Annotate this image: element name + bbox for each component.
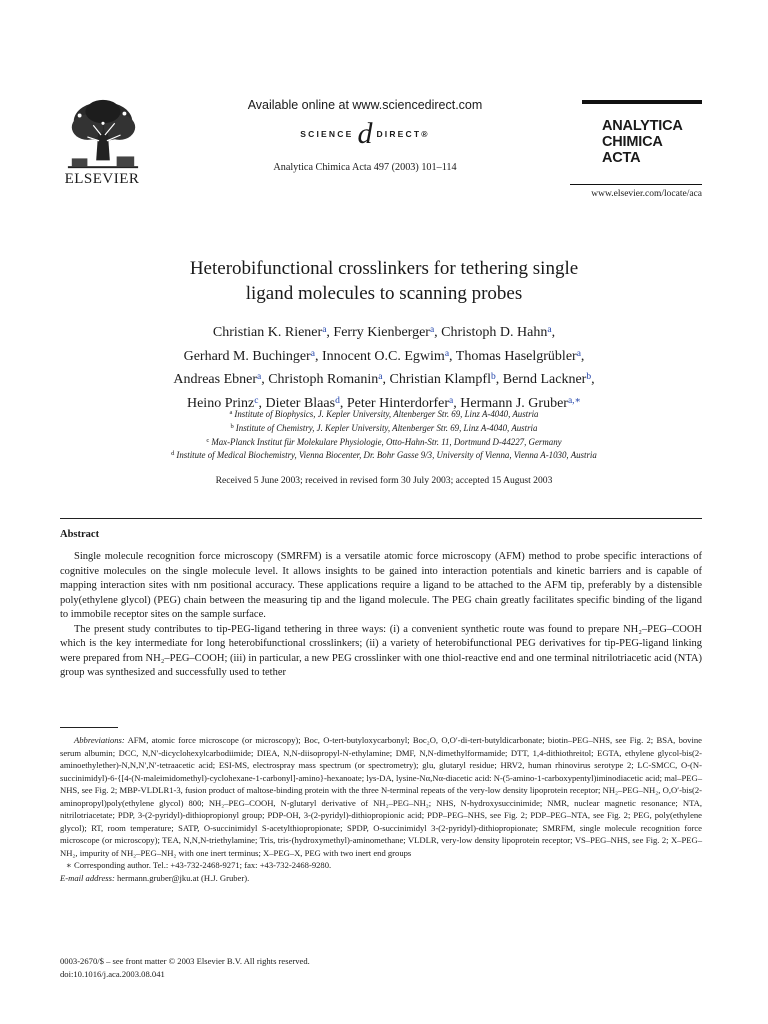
- author-name[interactable]: Andreas Ebner: [173, 372, 257, 387]
- author-name[interactable]: Dieter Blaas: [265, 395, 336, 411]
- affiliation-marker: b: [230, 422, 234, 430]
- author-name[interactable]: Peter Hinterdorfer: [346, 395, 450, 411]
- affiliation-line: [40, 448, 728, 462]
- author-affiliation-marker[interactable]: c: [254, 395, 259, 406]
- abbreviations-text: AFM, atomic force microscope (or microscopy); Boc, O-tert-butyloxycarbonyl; Boc₂O, O,O′-di-tert-butyldicarbonate; biotin–PEG–NHS, see Fig. 2; BSA, bovine serum albumin; DCC, N,N′-dicyclohexylcarbodiimide; DIEA, N,N-diisopropyl-N-ethylamine; DMF, N,N-dimethylformamide; DTT, 1,4-dithiothreitol; EGTA, ethylene glycol-bis(2-aminoethylether)-N,N,N′,N′-tetraacetic acid; ESI-MS, electrospray mass spectrum (or spectrometry); glu, glutaryl residue; HRV2, human rhinovirus serotype 2; LC-SMCC, O-(N-succinimidyl)-6-{[4-(N-maleimidomethyl)-cyclohexane-1-carbonyl]-amino}-hexanoate; lys-DA, lysine-Nα,Nα-diacetic acid: N-(5-amino-1-carboxypentyl)iminodiacetic acid; mal–PEG–NHS, see Fig. 2; MBP-VLDLR1-3, fusion product of maltose-binding protein with the three N-terminal repeats of the very-low density lipoprotein receptor; NH₂–PEG–NH₂, O,O′-bis(2-aminopropyl)poly(ethylene glycol) 800; NH₂–PEG–COOH, N-glutaryl derivative of NH₂–PEG–NH₂; NHS, N-hydroxysuccinimide; NMR, nuclear magnetic resonance; NTA, nitrilotriacetate; PDP, 3-(2-pyridyl)-dithiopropionyl group; PDP-OH, 3-(2-pyridyl)-dithiopropionic acid; PDP–PEG–NHS, see Fig. 2; PDP–PEG–NTA, see Fig. 2; PEG, poly(ethylene glycol); RT, room temperature; SATP, O-succinimidyl S-acetylthiopropionate; SPDP, O-succinimidyl 3-(2-pyridyl)-dithiopropionate; SMRFM, single molecule recognition force microscope (or microscopy); TEA, N,N,N-triethylamine; Tris, tris-(hydroxymethyl)-aminomethane; VLDLR, very-low density lipoprotein receptor; VS–PEG–NHS, see Fig. 2; X–PEG–NH₂, impurity of NH₂–PEG–NH₂ with one inert terminus; X–PEG–X, PEG with two inert end groups: [60, 735, 702, 858]
- author-list: [60, 320, 708, 414]
- front-matter-info: [60, 955, 310, 981]
- affiliation-list: [40, 407, 728, 462]
- author-line: Gerhard M. Buchinger$^a$, Innocent O.C. Egwim$^a$, Thomas Haselgrübler$^a$,: [183, 348, 585, 364]
- abstract-paragraph-2: The present study contributes to tip-PEG-ligand tethering in three ways: (i) a convenient synthetic route was found to prepare NH₂–PEG–COOH which is the key intermediate for long heterobifunctional crosslinkers; (ii) a variety of heterobifunctional PEG derivatives for tip-PEG-ligand linking were prepared from NH₂–PEG–COOH; (iii) in particular, a new PEG crosslinker with one thiol-reactive end and one terminal nitrilotriacetic acid (NTA) group was synthesized and successfully used to tether: [60, 623, 702, 678]
- abstract-top-rule: [60, 518, 702, 519]
- email-address[interactable]: hermann.gruber@jku.at (H.J. Gruber).: [116, 872, 250, 883]
- author-affiliation-marker[interactable]: a: [257, 372, 262, 382]
- author-affiliation-marker[interactable]: a,∗: [567, 395, 582, 406]
- author-affiliation-marker[interactable]: a: [322, 325, 327, 335]
- author-name[interactable]: Christoph Romanin: [268, 372, 379, 387]
- affiliation-text: Max-Planck Institut für Molekulare Physiologie, Otto-Hahn-Str. 11, Dortmund D-44227, Germany: [211, 436, 562, 447]
- author-name[interactable]: Ferry Kienberger: [333, 325, 430, 340]
- author-name[interactable]: Christian Klampfl: [389, 372, 491, 387]
- footnotes: [60, 734, 702, 884]
- journal-logo-box: [582, 100, 702, 180]
- email-note: [60, 872, 702, 885]
- affiliation-marker: d: [171, 450, 175, 458]
- author-name[interactable]: Innocent O.C. Egwim: [321, 348, 445, 364]
- author-name[interactable]: Gerhard M. Buchinger: [183, 348, 311, 364]
- corresponding-author-note: ∗ Corresponding author. Tel.: +43-732-2468-9271; fax: +43-732-2468-9280.: [66, 860, 332, 870]
- direct-word: DIRECT®: [376, 129, 430, 139]
- author-line: Christian K. Riener$^a$, Ferry Kienberger$^a$, Christoph D. Hahn$^a$,: [212, 325, 556, 340]
- author-name[interactable]: Hermann J. Gruber: [460, 395, 568, 411]
- abbreviations-note: [60, 734, 702, 859]
- issn-line: 0003-2670/$ – see front matter © 2003 Elsevier B.V. All rights reserved.: [60, 956, 310, 966]
- abstract-paragraph-1: Single molecule recognition force microscopy (SMRFM) is a versatile atomic force microscopy (AFM) method to probe specific interactions of cognitive molecules on the single molecule level. It allows insights to be gained into interaction potentials and kinetic barriers and is capable of mapping interaction sites with nm positional accuracy. These applications require a ligand to be attached to the AFM tip, preferably by a distensible poly(ethylene glycol) (PEG) chain between the measuring tip and the ligand molecule. The PEG chain greatly facilitates specific binding of the ligand to immobile receptor sites on the sample surface.: [60, 551, 702, 620]
- affiliation-text: Institute of Medical Biochemistry, Vienna Biocenter, Dr. Bohr Gasse 9/3, University of Vienna, Vienna A-1030, Austria: [176, 450, 597, 461]
- author-affiliation-marker[interactable]: a: [378, 372, 383, 382]
- abbreviations-label: Abbreviations:: [74, 735, 125, 745]
- journal-name: ANALYTICA CHIMICA ACTA: [602, 118, 683, 166]
- abstract-body: [60, 550, 702, 681]
- elsevier-logo: [58, 97, 146, 189]
- author-name[interactable]: Christian K. Riener: [212, 325, 323, 340]
- available-online: Available online at www.sciencedirect.com: [247, 98, 483, 112]
- author-name[interactable]: Bernd Lackner: [502, 372, 587, 387]
- publisher-name: ELSEVIER: [64, 171, 140, 187]
- author-name[interactable]: Thomas Haselgrübler: [455, 348, 577, 364]
- author-line: Andreas Ebner$^a$, Christoph Romanin$^a$, Christian Klampfl$^b$, Bernd Lackner$^b$,: [173, 372, 595, 387]
- title-line-1: Heterobifunctional crosslinkers for tethering single: [189, 258, 579, 279]
- author-affiliation-marker[interactable]: b: [586, 372, 592, 382]
- affiliation-text: Institute of Biophysics, J. Kepler University, Altenberger Str. 69, Linz A-4040, Austria: [234, 409, 539, 419]
- sciencedirect-at-icon: d: [357, 117, 373, 150]
- journal-homepage-link[interactable]: www.elsevier.com/locate/aca: [591, 189, 702, 199]
- affiliation-line: [40, 407, 728, 421]
- science-word: SCIENCE: [300, 129, 354, 139]
- affiliation-line: [40, 435, 728, 449]
- author-affiliation-marker[interactable]: d: [335, 395, 340, 406]
- article-title: [90, 256, 678, 306]
- author-name[interactable]: Heino Prinz: [186, 395, 255, 411]
- title-line-2: ligand molecules to scanning probes: [245, 283, 523, 304]
- author-affiliation-marker[interactable]: a: [444, 348, 450, 359]
- author-line: Heino Prinz$^c$, Dieter Blaas$^d$, Peter Hinterdorfer$^a$, Hermann J. Gruber$^{a,∗}$: [186, 395, 582, 411]
- journal-reference: Analytica Chimica Acta 497 (2003) 101–114: [273, 162, 457, 173]
- author-affiliation-marker[interactable]: a: [449, 395, 454, 406]
- author-affiliation-marker[interactable]: a: [310, 348, 315, 359]
- received-dates: Received 5 June 2003; received in revised form 30 July 2003; accepted 15 August 2003: [215, 475, 553, 486]
- footnote-rule: [60, 727, 118, 728]
- affiliation-marker: c: [206, 436, 210, 444]
- affiliation-text: Institute of Chemistry, J. Kepler University, Altenberger Str. 69, Linz A-4040, Austria: [235, 422, 538, 433]
- doi-line[interactable]: doi:10.1016/j.aca.2003.08.041: [60, 969, 165, 979]
- author-name[interactable]: Christoph D. Hahn: [441, 325, 548, 340]
- author-affiliation-marker[interactable]: b: [491, 372, 496, 382]
- sciencedirect-logo: [230, 117, 500, 150]
- elsevier-tree-icon: [64, 97, 142, 173]
- affiliation-marker: a: [229, 409, 233, 416]
- author-affiliation-marker[interactable]: a: [576, 348, 581, 359]
- abstract-heading: Abstract: [60, 529, 100, 540]
- email-label: E-mail address:: [60, 872, 115, 883]
- header-rule: [570, 184, 702, 185]
- affiliation-line: [40, 421, 728, 435]
- author-affiliation-marker[interactable]: a: [429, 325, 435, 335]
- sciencedirect-header: [230, 98, 500, 173]
- author-affiliation-marker[interactable]: a: [547, 325, 552, 335]
